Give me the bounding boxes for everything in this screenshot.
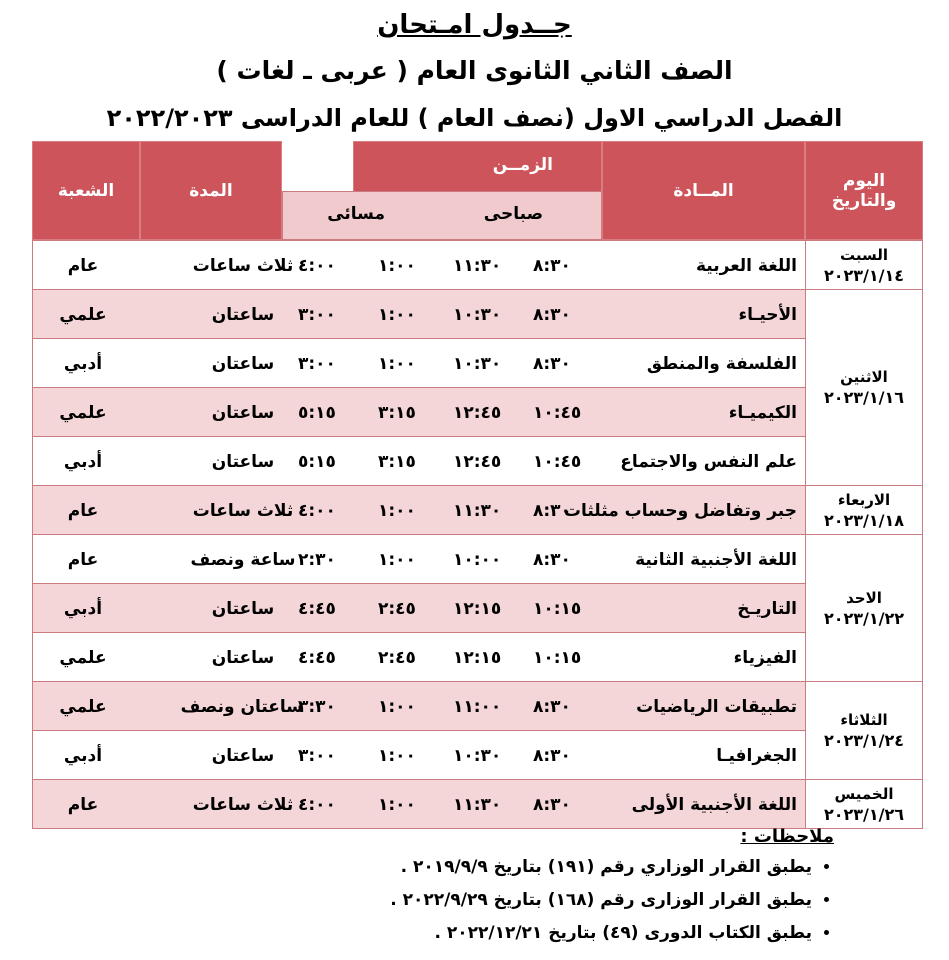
cell-branch: عام bbox=[67, 501, 99, 521]
cell-e1: ١:٠٠ bbox=[378, 697, 416, 717]
day-cell bbox=[805, 289, 923, 486]
table-row bbox=[32, 485, 923, 535]
header-time-evening: الزمن bbox=[289, 155, 338, 175]
cell-e1: ٢:٤٥ bbox=[378, 599, 416, 619]
cell-subject: علم النفس والاجتماع bbox=[620, 452, 797, 472]
day-name: الاربعاء bbox=[837, 490, 891, 509]
page-title: جــدول امـتحان bbox=[377, 10, 572, 40]
cell-m2: ١١:٣٠ bbox=[453, 501, 502, 521]
cell-e2: ٣:٠٠ bbox=[298, 746, 336, 766]
cell-e2: ٢:٣٠ bbox=[298, 550, 336, 570]
cell-m2: ١٢:١٥ bbox=[453, 599, 502, 619]
day-name: الاثنين bbox=[840, 368, 888, 386]
cell-duration: ثلاث ساعات bbox=[192, 501, 294, 521]
cell-duration: ساعتان bbox=[211, 599, 275, 619]
day-name: السبت bbox=[839, 245, 889, 264]
cell-m2: ١٠:٣٠ bbox=[453, 746, 502, 766]
cell-duration: ساعتان bbox=[211, 746, 275, 766]
day-cell bbox=[805, 485, 923, 535]
cell-m1: ١٠:١٥ bbox=[533, 648, 582, 668]
cell-branch: أدبي bbox=[63, 452, 103, 472]
cell-e1: ٣:١٥ bbox=[378, 403, 416, 423]
cell-subject: الفلسفة والمنطق bbox=[646, 354, 797, 374]
day-cell bbox=[805, 779, 923, 829]
header-branch: الشعبة bbox=[32, 141, 140, 240]
table-row bbox=[32, 730, 923, 780]
header-time-morning: الزمــن bbox=[492, 155, 553, 175]
cell-m1: ١٠:٤٥ bbox=[533, 403, 582, 423]
header-subject: المــادة bbox=[602, 141, 805, 240]
cell-subject: الفيزياء bbox=[733, 648, 797, 668]
cell-m1: ٨:٣٠ bbox=[533, 501, 571, 521]
cell-m2: ١٠:٣٠ bbox=[453, 354, 502, 374]
cell-e2: ٥:١٥ bbox=[298, 403, 336, 423]
cell-e2: ٤:٠٠ bbox=[298, 501, 336, 521]
cell-e2: ٤:٠٠ bbox=[298, 795, 336, 815]
cell-m2: ١٢:١٥ bbox=[453, 648, 502, 668]
cell-duration: ساعتان ونصف bbox=[180, 697, 303, 717]
cell-branch: علمي bbox=[59, 305, 107, 325]
table-row bbox=[32, 681, 923, 731]
day-cell bbox=[805, 240, 923, 290]
cell-branch: علمي bbox=[59, 648, 107, 668]
day-date: ٢٠٢٣/١/١٦ bbox=[823, 388, 905, 407]
cell-branch: علمي bbox=[59, 403, 107, 423]
cell-m1: ١٠:٤٥ bbox=[533, 452, 582, 472]
header-morning: صباحى bbox=[483, 204, 543, 224]
cell-m1: ٨:٣٠ bbox=[533, 305, 571, 325]
day-date: ٢٠٢٣/١/١٨ bbox=[823, 510, 905, 530]
day-name: الثلاثاء bbox=[840, 711, 888, 729]
cell-e1: ١:٠٠ bbox=[378, 305, 416, 325]
cell-m1: ٨:٣٠ bbox=[533, 795, 571, 815]
table-row bbox=[32, 534, 923, 584]
cell-duration: ساعتان bbox=[211, 354, 275, 374]
term-subtitle: الفصل الدراسي الاول (نصف العام ) للعام الدراسى ٢٠٢٢/٢٠٢٣ bbox=[106, 104, 843, 132]
cell-subject: اللغة العربية bbox=[696, 256, 797, 276]
day-name: الاحد bbox=[846, 588, 882, 607]
cell-subject: الجغرافيـا bbox=[716, 746, 797, 766]
cell-m1: ٨:٣٠ bbox=[533, 354, 571, 374]
day-cell bbox=[805, 681, 923, 780]
cell-branch: أدبي bbox=[63, 354, 103, 374]
cell-m1: ٨:٣٠ bbox=[533, 550, 571, 570]
cell-e1: ٣:١٥ bbox=[378, 452, 416, 472]
header-evening: مسائى bbox=[327, 204, 385, 224]
cell-m1: ٨:٣٠ bbox=[533, 697, 571, 717]
table-row bbox=[32, 387, 923, 437]
table-row bbox=[32, 338, 923, 388]
cell-e2: ٣:٣٠ bbox=[298, 697, 336, 717]
cell-branch: أدبي bbox=[63, 599, 103, 619]
cell-e2: ٣:٠٠ bbox=[298, 354, 336, 374]
cell-e1: ١:٠٠ bbox=[378, 501, 416, 521]
cell-e1: ١:٠٠ bbox=[378, 256, 416, 276]
cell-subject: اللغة الأجنبية الأولى bbox=[631, 795, 797, 815]
cell-duration: ساعة ونصف bbox=[190, 550, 296, 570]
cell-duration: ساعتان bbox=[211, 648, 275, 668]
day-date: ٢٠٢٣/١/٢٤ bbox=[823, 731, 905, 750]
grade-subtitle: الصف الثاني الثانوى العام ( عربى ـ لغات ) bbox=[216, 56, 733, 85]
note-item: • يطبق الكتاب الدورى (٤٩) بتاريخ ٢٠٢٢/١٢/٢١ . bbox=[390, 917, 812, 950]
cell-branch: عام bbox=[67, 256, 99, 276]
cell-subject: الأحيـاء bbox=[738, 305, 797, 325]
table-row bbox=[32, 779, 923, 829]
cell-subject: اللغة الأجنبية الثانية bbox=[635, 550, 797, 570]
note-item: • يطبق القرار الوزاري رقم (١٩١) بتاريخ ٢٠١٩/٩/٩ . bbox=[390, 851, 812, 884]
table-row bbox=[32, 240, 923, 290]
cell-m1: ١٠:١٥ bbox=[533, 599, 582, 619]
cell-e1: ١:٠٠ bbox=[378, 746, 416, 766]
cell-m2: ١٠:٣٠ bbox=[453, 305, 502, 325]
cell-e1: ١:٠٠ bbox=[378, 354, 416, 374]
note-item: • يطبق القرار الوزارى رقم (١٦٨) بتاريخ ٢٠٢٢/٩/٢٩ . bbox=[390, 884, 812, 917]
cell-duration: ثلاث ساعات bbox=[192, 256, 294, 276]
cell-duration: ساعتان bbox=[211, 452, 275, 472]
cell-branch: عام bbox=[67, 550, 99, 570]
cell-branch: عام bbox=[67, 795, 99, 815]
cell-m1: ٨:٣٠ bbox=[533, 746, 571, 766]
cell-e1: ٢:٤٥ bbox=[378, 648, 416, 668]
cell-e1: ١:٠٠ bbox=[378, 795, 416, 815]
cell-m2: ١٢:٤٥ bbox=[453, 403, 502, 423]
cell-branch: علمي bbox=[59, 697, 107, 717]
day-date: ٢٠٢٣/١/٢٦ bbox=[823, 804, 905, 824]
day-date: ٢٠٢٣/١/٢٢ bbox=[823, 608, 905, 628]
cell-e2: ٥:١٥ bbox=[298, 452, 336, 472]
cell-m2: ١١:٠٠ bbox=[453, 697, 502, 717]
cell-subject: التاريـخ bbox=[737, 599, 797, 619]
exam-table bbox=[32, 141, 923, 830]
cell-e1: ١:٠٠ bbox=[378, 550, 416, 570]
cell-e2: ٤:٠٠ bbox=[298, 256, 336, 276]
cell-m2: ١٢:٤٥ bbox=[453, 452, 502, 472]
table-row bbox=[32, 436, 923, 486]
cell-m1: ٨:٣٠ bbox=[533, 256, 571, 276]
table-row bbox=[32, 632, 923, 682]
cell-m2: ١١:٣٠ bbox=[453, 256, 502, 276]
cell-subject: تطبيقات الرياضيات bbox=[636, 697, 797, 717]
cell-subject: جبر وتفاضل وحساب مثلثات bbox=[563, 501, 797, 521]
header-day: اليوم والتاريخ bbox=[805, 141, 923, 240]
notes bbox=[390, 826, 834, 950]
table-row bbox=[32, 583, 923, 633]
table-row bbox=[32, 289, 923, 339]
cell-duration: ساعتان bbox=[211, 305, 275, 325]
cell-duration: ساعتان bbox=[211, 403, 275, 423]
notes-heading: ملاحظات : bbox=[740, 826, 834, 847]
day-cell bbox=[805, 534, 923, 682]
cell-m2: ١٠:٠٠ bbox=[453, 550, 502, 570]
cell-subject: الكيميـاء bbox=[728, 403, 797, 423]
cell-m2: ١١:٣٠ bbox=[453, 795, 502, 815]
cell-duration: ثلاث ساعات bbox=[192, 795, 294, 815]
day-name: الخميس bbox=[834, 784, 894, 803]
header-duration: المدة bbox=[140, 141, 282, 240]
cell-e2: ٤:٤٥ bbox=[298, 648, 336, 668]
day-date: ٢٠٢٣/١/١٤ bbox=[823, 265, 905, 285]
cell-e2: ٣:٠٠ bbox=[298, 305, 336, 325]
cell-branch: أدبي bbox=[63, 746, 103, 766]
cell-e2: ٤:٤٥ bbox=[298, 599, 336, 619]
